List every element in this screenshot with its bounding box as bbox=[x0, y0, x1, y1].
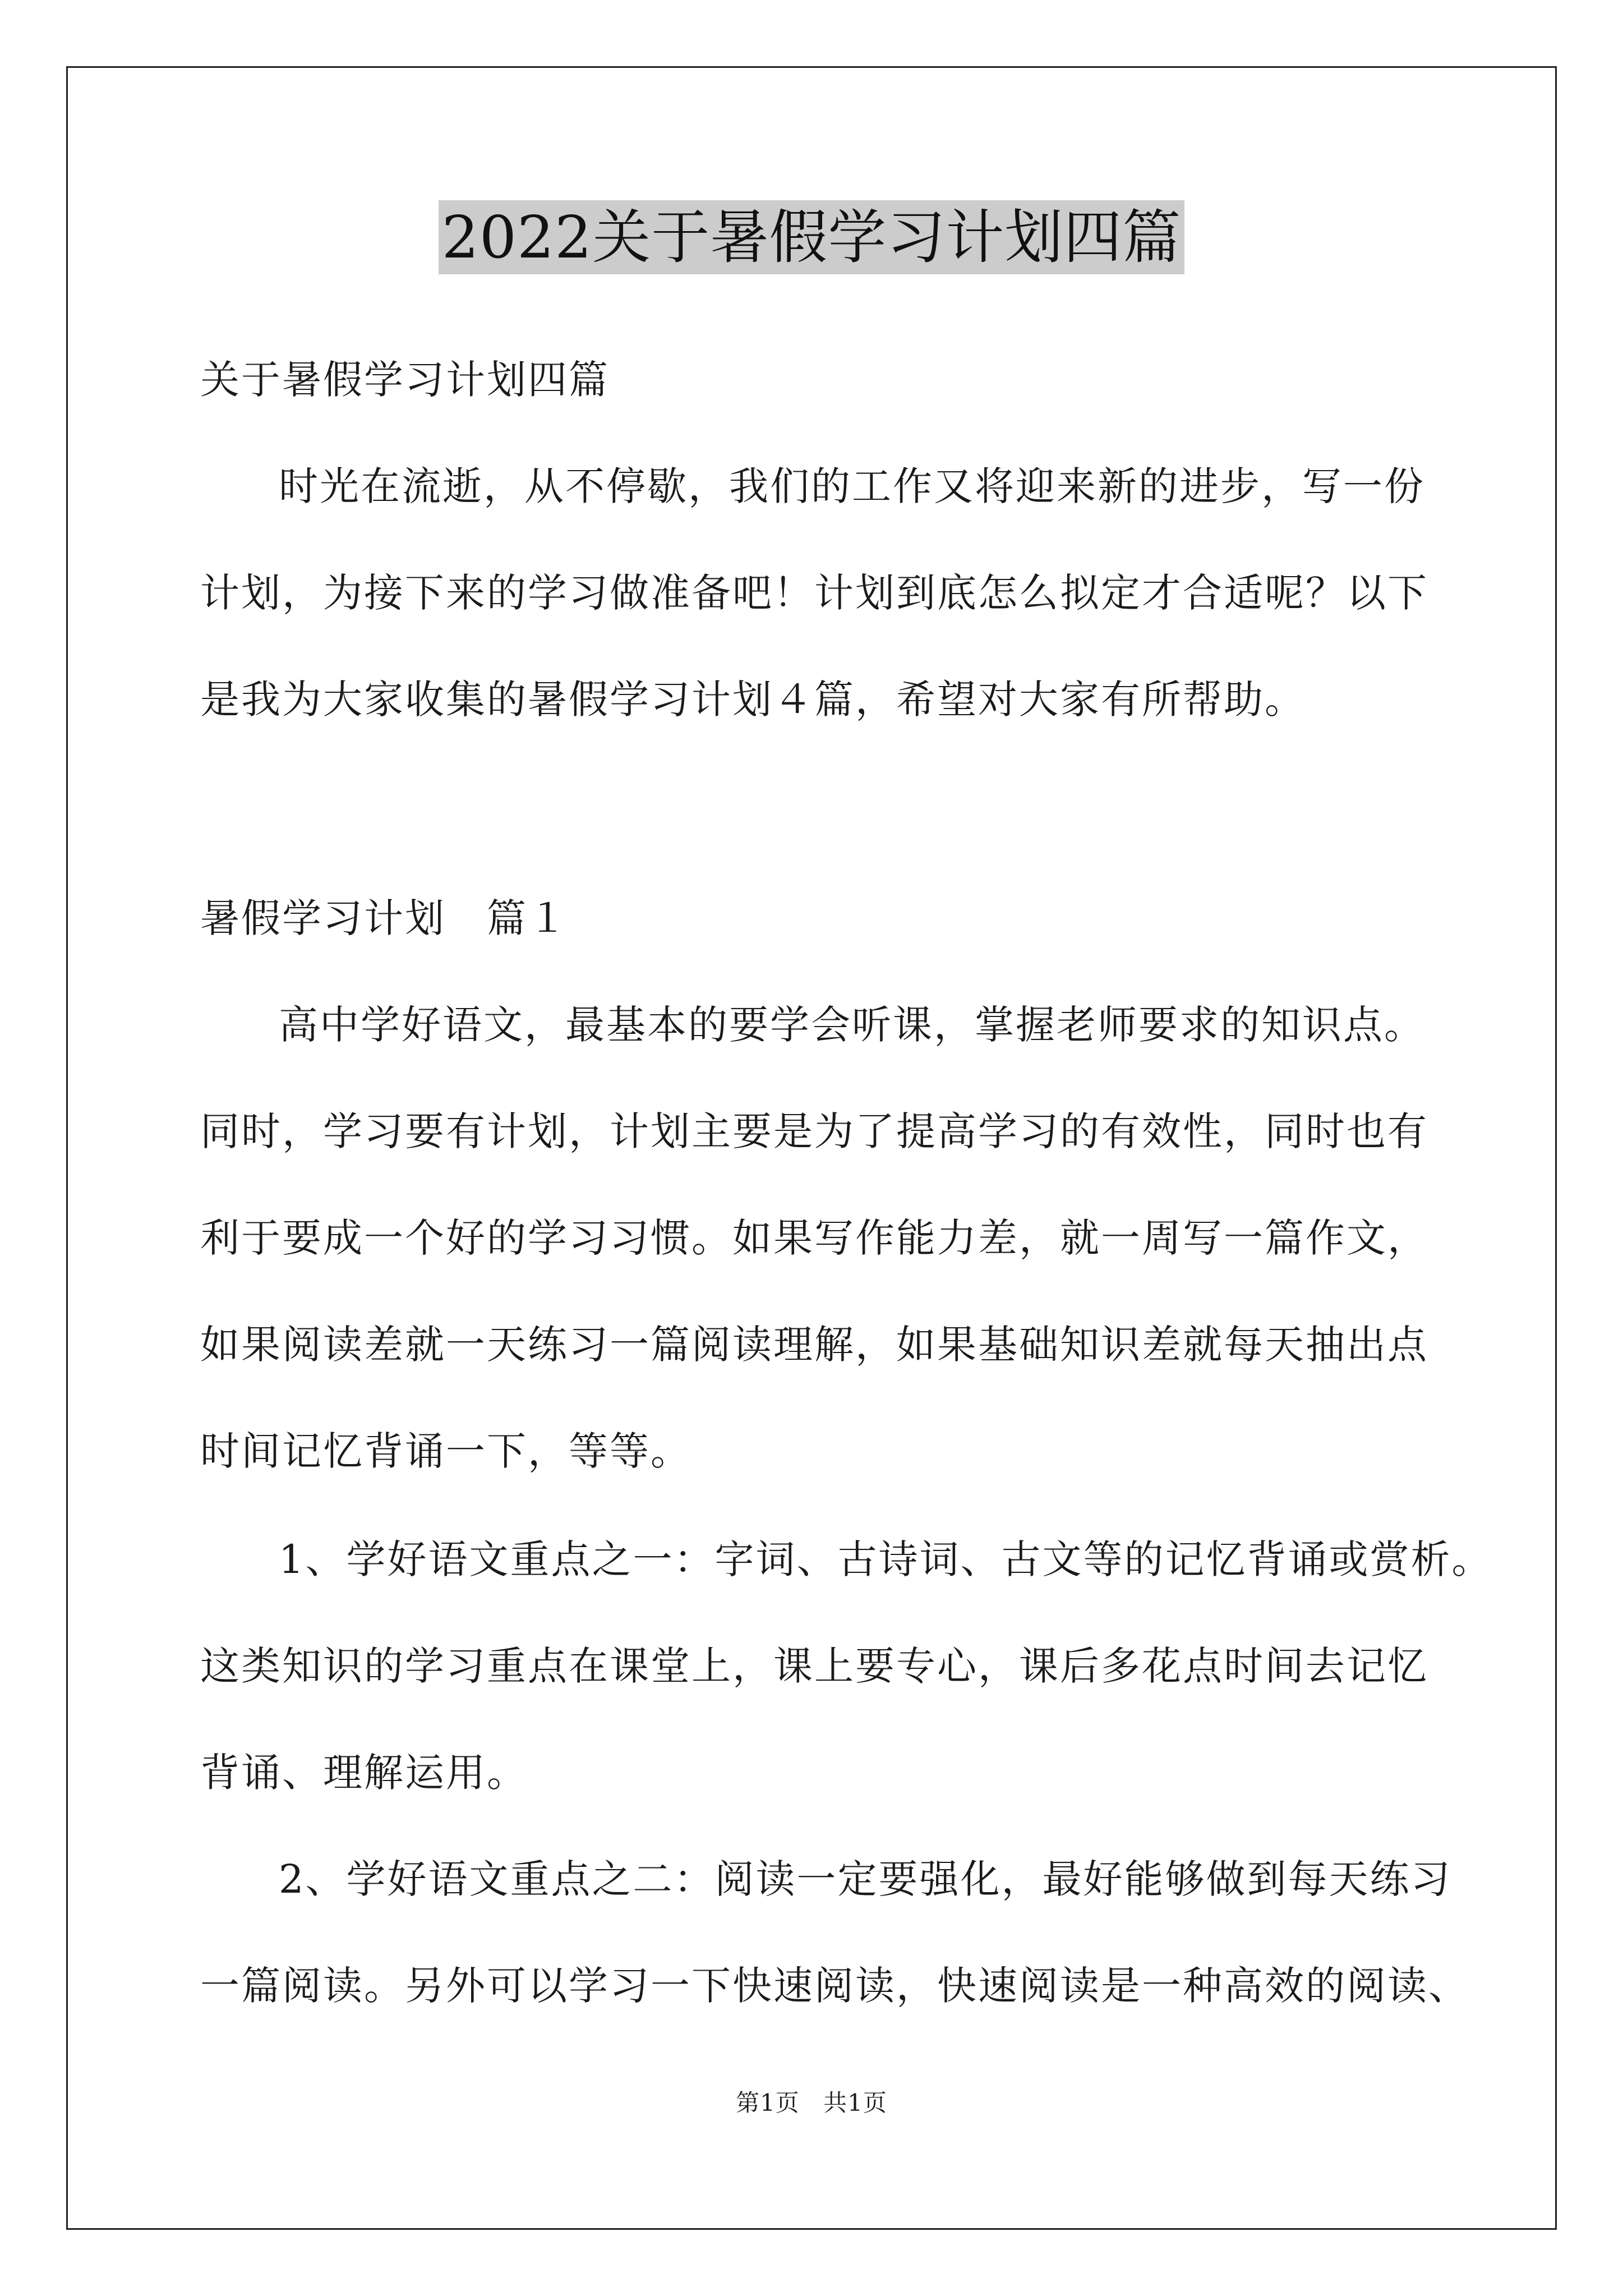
paragraph1-line-1: 高中学好语文，最基本的要学会听课，掌握老师要求的知识点。 bbox=[279, 1002, 1425, 1048]
paragraph3-line-2: 一篇阅读。另外可以学习一下快速阅读，快速阅读是一种高效的阅读、 bbox=[200, 1963, 1469, 2009]
title-container bbox=[0, 200, 1623, 274]
document-title: 2022关于暑假学习计划四篇 bbox=[439, 200, 1185, 274]
paragraph1-line-5: 时间记忆背诵一下，等等。 bbox=[200, 1428, 691, 1474]
document-subtitle: 关于暑假学习计划四篇 bbox=[200, 357, 610, 403]
paragraph2-line-1: 1、学好语文重点之一：字词、古诗词、古文等的记忆背诵或赏析。 bbox=[279, 1536, 1493, 1582]
paragraph1-line-2: 同时，学习要有计划，计划主要是为了提高学习的有效性，同时也有 bbox=[200, 1108, 1428, 1154]
intro-line-2: 计划，为接下来的学习做准备吧！计划到底怎么拟定才合适呢？以下 bbox=[200, 570, 1428, 616]
paragraph2-line-3: 背诵、理解运用。 bbox=[200, 1750, 528, 1796]
page-total: 共1页 bbox=[823, 2089, 887, 2116]
paragraph2-line-2: 这类知识的学习重点在课堂上，课上要专心，课后多花点时间去记忆 bbox=[200, 1643, 1428, 1689]
intro-line-3: 是我为大家收集的暑假学习计划４篇，希望对大家有所帮助。 bbox=[200, 677, 1306, 723]
paragraph1-line-3: 利于要成一个好的学习习惯。如果写作能力差，就一周写一篇作文， bbox=[200, 1215, 1428, 1261]
page-footer bbox=[0, 2088, 1623, 2118]
paragraph3-line-1: 2、学好语文重点之二：阅读一定要强化，最好能够做到每天练习 bbox=[279, 1856, 1452, 1902]
intro-line-1: 时光在流逝，从不停歇，我们的工作又将迎来新的进步，写一份 bbox=[279, 463, 1425, 509]
page-number: 第1页 bbox=[736, 2089, 800, 2116]
section-heading: 暑假学习计划 篇１ bbox=[200, 895, 569, 941]
paragraph1-line-4: 如果阅读差就一天练习一篇阅读理解，如果基础知识差就每天抽出点 bbox=[200, 1322, 1428, 1368]
